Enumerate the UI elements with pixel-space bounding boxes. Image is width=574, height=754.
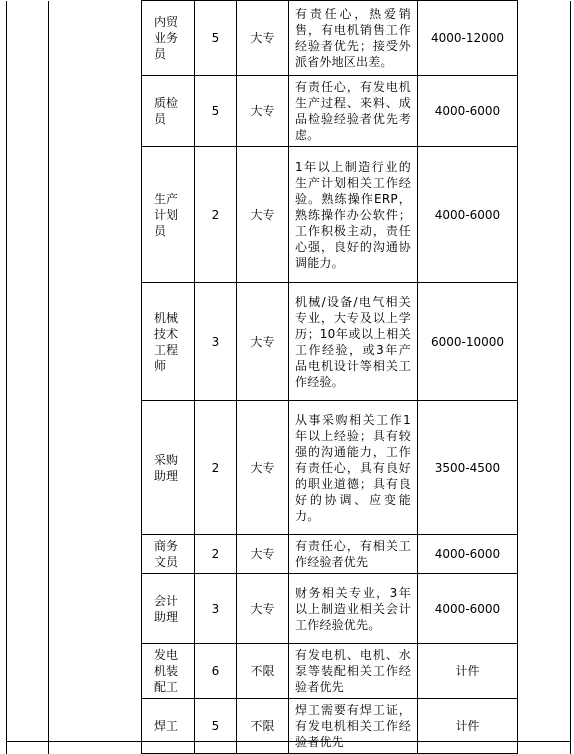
count-cell: 2 bbox=[195, 147, 237, 283]
education-cell: 不限 bbox=[237, 699, 289, 754]
requirement-cell: 机械/设备/电气相关专业，大专及以上学历；10年或以上相关工作经验，或3年产品电机设计等相关工作经验。 bbox=[289, 283, 418, 401]
salary-cell: 4000-6000 bbox=[418, 574, 518, 644]
post-cell: 机械技术工程师 bbox=[142, 283, 195, 401]
education-cell: 大专 bbox=[237, 1, 289, 76]
salary-cell: 计件 bbox=[418, 699, 518, 754]
education-cell: 大专 bbox=[237, 76, 289, 147]
post-cell: 会计助理 bbox=[142, 574, 195, 644]
post-cell: 焊工 bbox=[142, 699, 195, 754]
salary-cell: 4000-6000 bbox=[418, 535, 518, 574]
post-cell: 商务文员 bbox=[142, 535, 195, 574]
requirement-cell: 焊工需要有焊工证，有发电机相关工作经验者优先 bbox=[289, 699, 418, 754]
salary-cell: 4000-12000 bbox=[418, 1, 518, 76]
post-cell: 采购助理 bbox=[142, 401, 195, 535]
requirement-cell: 有责任心，有发电机生产过程、来料、成品检验经验者优先考虑。 bbox=[289, 76, 418, 147]
education-cell: 大专 bbox=[237, 535, 289, 574]
post-cell: 质检员 bbox=[142, 76, 195, 147]
salary-cell: 4000-6000 bbox=[418, 76, 518, 147]
salary-cell: 计件 bbox=[418, 644, 518, 699]
salary-cell: 4000-6000 bbox=[418, 147, 518, 283]
education-cell: 大专 bbox=[237, 574, 289, 644]
salary-cell: 6000-10000 bbox=[418, 283, 518, 401]
post-cell: 发电机装配工 bbox=[142, 644, 195, 699]
post-cell: 生产计划员 bbox=[142, 147, 195, 283]
requirement-cell: 从事采购相关工作1年以上经验；具有较强的沟通能力，工作有责任心，具有良好的职业道德；具有良好的协调、应变能力。 bbox=[289, 401, 418, 535]
left-merged-cell-1 bbox=[7, 1, 49, 754]
requirement-cell: 1年以上制造行业的生产计划相关工作经验。熟练操作ERP，熟练操作办公软件；工作积极主动，责任心强，良好的沟通协调能力。 bbox=[289, 147, 418, 283]
count-cell: 5 bbox=[195, 699, 237, 754]
job-table bbox=[6, 0, 571, 754]
left-merged-cell-2 bbox=[49, 1, 142, 754]
education-cell: 大专 bbox=[237, 147, 289, 283]
count-cell: 5 bbox=[195, 1, 237, 76]
post-cell: 内贸业务员 bbox=[142, 1, 195, 76]
education-cell: 不限 bbox=[237, 644, 289, 699]
requirement-cell: 有责任心，有相关工作经验者优先 bbox=[289, 535, 418, 574]
count-cell: 5 bbox=[195, 76, 237, 147]
count-cell: 6 bbox=[195, 644, 237, 699]
right-merged-cell bbox=[518, 1, 571, 754]
requirement-cell: 有发电机、电机、水泵等装配相关工作经验者优先 bbox=[289, 644, 418, 699]
count-cell: 3 bbox=[195, 574, 237, 644]
salary-cell: 3500-4500 bbox=[418, 401, 518, 535]
education-cell: 大专 bbox=[237, 283, 289, 401]
table-row bbox=[7, 1, 571, 76]
requirement-cell: 财务相关专业，3年以上制造业相关会计工作经验优先。 bbox=[289, 574, 418, 644]
education-cell: 大专 bbox=[237, 401, 289, 535]
count-cell: 3 bbox=[195, 283, 237, 401]
count-cell: 2 bbox=[195, 535, 237, 574]
requirement-cell: 有责任心，热爱销售，有电机销售工作经验者优先；接受外派省外地区出差。 bbox=[289, 1, 418, 76]
count-cell: 2 bbox=[195, 401, 237, 535]
